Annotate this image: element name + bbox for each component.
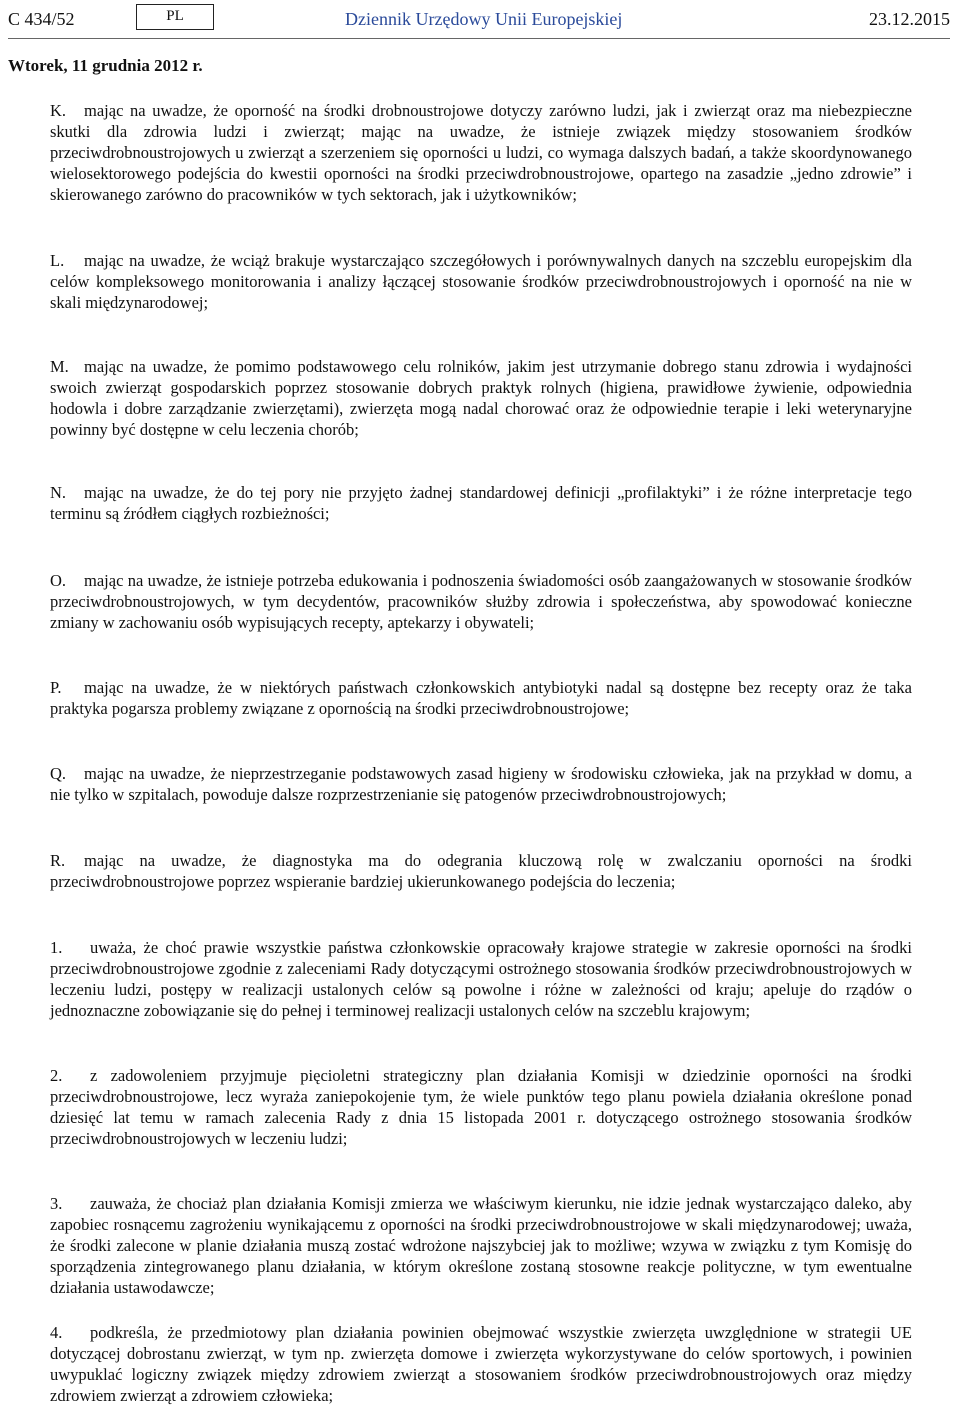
recital-marker: R. [50,851,66,870]
language-code-box: PL [136,4,214,30]
recital-q [50,763,912,805]
journal-title: Dziennik Urzędowy Unii Europejskiej [345,9,623,29]
recital-text: mając na uwadze, że diagnostyka ma do odegrania kluczową rolę w zwalczaniu oporności na środki przeciwdrobnoustrojowe poprzez wspieranie bardziej ukierunkowanego podejścia do leczenia; [50,851,912,891]
recital-text: mając na uwadze, że w niektórych państwach członkowskich antybiotyki nadal są dostępne bez recepty oraz że taka praktyka pogarsza problemy związane z opornością na środki przeciwdrobnoustrojowe; [50,678,912,718]
recital-p [50,677,912,719]
sitting-date: Wtorek, 11 grudnia 2012 r. [8,56,203,75]
recital-marker: K. [50,101,67,120]
recital-text: mając na uwadze, że istnieje potrzeba edukowania i podnoszenia świadomości osób zaangażowanych w stosowanie środków przeciwdrobnoustrojowych, w tym decydentów, pracowników służby zdrowia i społeczeństwa, aby spowodować konieczne zmiany w zachowaniu osób wypisujących recepty, aptekarzy i obywateli; [50,571,912,632]
point-text: z zadowoleniem przyjmuje pięcioletni strategiczny plan działania Komisji w dziedzinie oporności na środki przeciwdrobnoustrojowe, lecz wyraża zaniepokojenie tym, że wiele punktów tego planu powiela działania określone ponad dziesięć lat temu w ramach zalecenia Rady z dnia 15 listopada 2001 r. dotyczącego ostrożnego stosowania środków przeciwdrobnoustrojowych w leczeniu ludzi; [50,1066,912,1148]
recital-n [50,482,912,524]
recital-k [50,100,912,205]
issue-date: 23.12.2015 [869,9,950,29]
recital-o [50,570,912,633]
point-3 [50,1193,912,1298]
point-marker: 4. [50,1323,63,1342]
header-divider [8,38,950,39]
point-4 [50,1322,912,1406]
recital-marker: M. [50,357,69,376]
recital-m [50,356,912,440]
recital-marker: Q. [50,764,67,783]
point-text: zauważa, że chociaż plan działania Komisji zmierza we właściwym kierunku, nie idzie jednak wystarczająco daleko, aby zapobiec rosnącemu zagrożeniu wynikającemu z oporności na środki przeciwdrobnoustrojowe w skali międzynarodowej; uważa, że środki zalecone w planie działania muszą zostać wdrożone najszybciej jak to możliwe; wzywa w związku z tym Komisję do sporządzenia zintegrowanego planu działania, w którym określone zostaną stosowne reakcje polityczne, w tym ewentualne działania ustawodawcze; [50,1194,912,1297]
point-marker: 3. [50,1194,63,1213]
recital-text: mając na uwadze, że pomimo podstawowego celu rolników, jakim jest utrzymanie dobrego stanu zdrowia i wydajności swoich zwierząt gospodarskich poprzez stosowanie dobrych praktyk rolnych (higiena, prawidłowe żywienie, odpowiednia hodowla i dobre zarządzanie zwierzętami), zwierzęta mogą nadal chorować oraz że odpowiednie terapie i leki weterynaryjne powinny być dostępne w celu leczenia chorób; [50,357,912,439]
recital-l [50,250,912,313]
point-marker: 1. [50,938,63,957]
recital-text: mając na uwadze, że nieprzestrzeganie podstawowych zasad higieny w środowisku człowieka, jak na przykład w domu, a nie tylko w szpitalach, powoduje dalsze rozprzestrzenianie się patogenów przeciwdrobnoustrojowych; [50,764,912,804]
page-header [8,4,950,38]
recital-r [50,850,912,892]
point-1 [50,937,912,1021]
journal-reference: C 434/52 [8,9,75,29]
point-text: podkreśla, że przedmiotowy plan działania powinien obejmować wszystkie zwierzęta uwzględnione w strategii UE dotyczącej dobrostanu zwierząt, w tym np. zwierzęta domowe i zwierzęta wykorzystywane do celów sportowych, i powinien uwypuklać logiczny związek między zdrowiem zwierząt a stosowaniem środków przeciwdrobnoustrojowych oraz między zdrowiem zwierząt a zdrowiem człowieka; [50,1323,912,1405]
point-text: uważa, że choć prawie wszystkie państwa członkowskie opracowały krajowe strategie w zakresie oporności na środki przeciwdrobnoustrojowe zgodnie z zaleceniami Rady dotyczącymi ostrożnego stosowania środków przeciwdrobnoustrojowych w leczeniu ludzi, postępy w realizacji ustalonych celów są powolne i różne w zależności od kraju; apeluje do rządów o jednoznaczne zobowiązanie się do pełnej i terminowej realizacji ustalonych celów na szczeblu krajowym; [50,938,912,1020]
recital-text: mając na uwadze, że wciąż brakuje wystarczająco szczegółowych i porównywalnych danych na szczeblu europejskim dla celów kompleksowego monitorowania i analizy łączącej stosowanie środków przeciwdrobnoustrojowych i oporność na nie w skali międzynarodowej; [50,251,912,312]
point-2 [50,1065,912,1149]
recital-marker: N. [50,483,67,502]
recital-marker: L. [50,251,65,270]
recital-text: mając na uwadze, że oporność na środki drobnoustrojowe dotyczy zarówno ludzi, jak i zwierząt oraz ma niebezpieczne skutki dla zdrowia ludzi i zwierząt; mając na uwadze, że istnieje związek między stosowaniem środków przeciwdrobnoustrojowych u zwierząt a szerzeniem się oporności u ludzi, co wymaga dalszych badań, a także skoordynowanego wielosektorowego podejścia do kwestii oporności na środki przeciwdrobnoustrojowe, opartego na zasadzie „jedno zdrowie” i skierowanego zarówno do pracowników w tych sektorach, jak i użytkowników; [50,101,912,204]
recital-marker: P. [50,678,62,697]
recital-marker: O. [50,571,67,590]
recital-text: mając na uwadze, że do tej pory nie przyjęto żadnej standardowej definicji „profilaktyki” i że różne interpretacje tego terminu są źródłem ciągłych rozbieżności; [50,483,912,523]
point-marker: 2. [50,1066,63,1085]
